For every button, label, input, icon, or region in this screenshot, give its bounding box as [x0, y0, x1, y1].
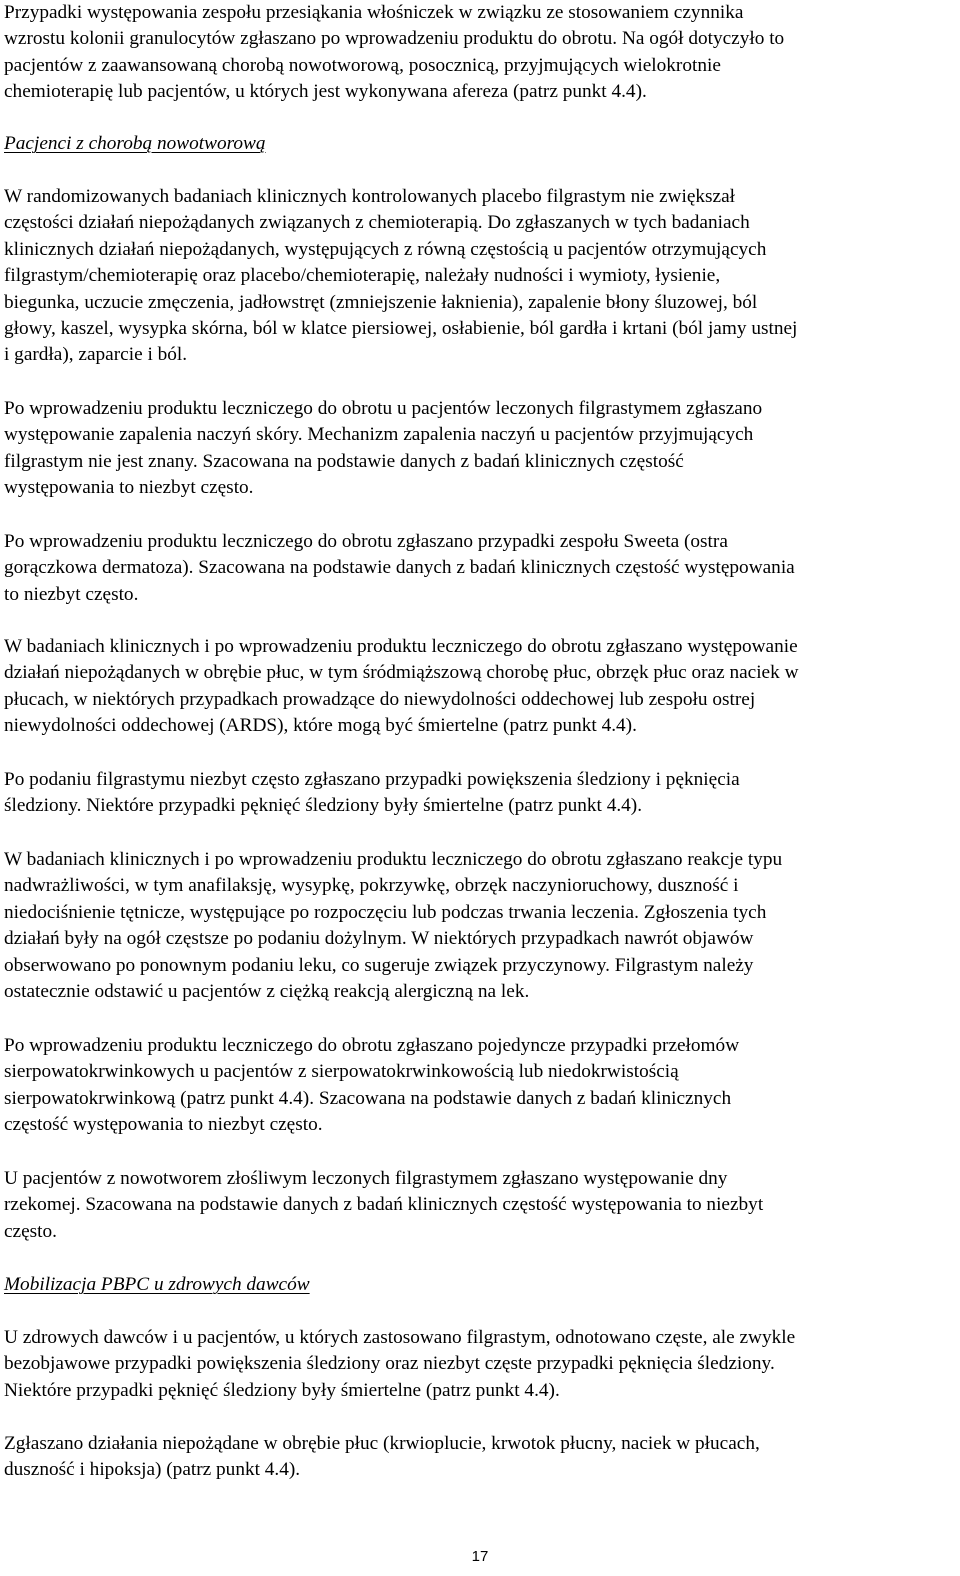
paragraph — [4, 1325, 795, 1404]
paragraph — [4, 396, 762, 502]
text-line: U pacjentów z nowotworem złośliwym leczonych filgrastymem zgłaszano występowanie dny — [4, 1168, 728, 1189]
heading-text: Pacjenci z chorobą nowotworową — [4, 133, 266, 154]
text-line: pacjentów z zaawansowaną chorobą nowotworową, posocznicą, przyjmujących wielokrotnie — [4, 54, 721, 76]
text-line: klinicznych działań niepożądanych, występujących z równą częstością u pacjentów otrzymujących — [4, 238, 767, 260]
text-line: działań były na ogół częstsze po podaniu dożylnym. W niektórych przypadkach nawrót objawów — [4, 928, 754, 950]
text-line: to niezbyt często. — [4, 583, 139, 605]
text-line: sierpowatokrwinkową (patrz punkt 4.4). Szacowana na podstawie danych z badań klinicznych — [4, 1087, 732, 1109]
paragraph — [4, 767, 740, 820]
paragraph — [4, 184, 797, 369]
text-line: sierpowatokrwinkowych u pacjentów z sierpowatokrwinkowością lub niedokrwistością — [4, 1061, 679, 1083]
text-line: Po podaniu filgrastymu niezbyt często zgłaszano przypadki powiększenia śledziony i pęknięcia — [4, 769, 740, 790]
text-line: częstości działań niepożądanych związanych z chemioterapią. Do zgłaszanych w tych badaniach — [4, 212, 750, 234]
paragraph — [4, 529, 795, 608]
text-line: Po wprowadzeniu produktu leczniczego do obrotu zgłaszano pojedyncze przypadki przełomów — [4, 1035, 740, 1056]
text-line: bezobjawowe przypadki powiększenia śledziony oraz niezbyt częste przypadki pęknięcia śledziony. — [4, 1353, 775, 1375]
text-line: rzekomej. Szacowana na podstawie danych z badań klinicznych częstość występowania to niezbyt — [4, 1194, 764, 1216]
text-line: Po wprowadzeniu produktu leczniczego do obrotu u pacjentów leczonych filgrastymem zgłaszano — [4, 398, 763, 419]
text-line: często. — [4, 1220, 57, 1242]
paragraph — [4, 1166, 763, 1245]
text-line: Zgłaszano działania niepożądane w obrębie płuc (krwioplucie, krwotok płucny, naciek w płucach, — [4, 1433, 760, 1454]
text-line: płucach, w niektórych przypadkach prowadzące do niewydolności oddechowej lub zespołu ostrej — [4, 688, 756, 710]
section-heading — [4, 1272, 310, 1298]
text-line: filgrastym/chemioterapię oraz placebo/chemioterapię, należały nudności i wymioty, łysienie, — [4, 265, 721, 287]
paragraph — [4, 1431, 760, 1484]
text-line: częstość występowania to niezbyt często. — [4, 1114, 323, 1136]
text-line: ostatecznie odstawić u pacjentów z ciężką reakcją alergiczną na lek. — [4, 981, 530, 1003]
text-line: niewydolności oddechowej (ARDS), które mogą być śmiertelne (patrz punkt 4.4). — [4, 715, 637, 737]
page-number: 17 — [471, 1548, 489, 1565]
text-line: nadwrażliwości, w tym anafilaksję, wysypkę, pokrzywkę, obrzęk naczynioruchowy, duszność i — [4, 875, 739, 897]
text-line: występowanie zapalenia naczyń skóry. Mechanizm zapalenia naczyń u pacjentów przyjmujących — [4, 424, 754, 446]
text-line: W badaniach klinicznych i po wprowadzeniu produktu leczniczego do obrotu zgłaszano występowanie — [4, 636, 798, 657]
text-line: wzrostu kolonii granulocytów zgłaszano po wprowadzeniu produktu do obrotu. Na ogół dotyczyło to — [4, 28, 785, 50]
heading-text: Mobilizacja PBPC u zdrowych dawców — [4, 1274, 310, 1295]
text-line: występowania to niezbyt często. — [4, 477, 254, 499]
text-line: działań niepożądanych w obrębie płuc, w tym śródmiąższową chorobę płuc, obrzęk płuc oraz naciek w — [4, 662, 799, 684]
paragraph — [4, 847, 782, 1005]
text-line: W badaniach klinicznych i po wprowadzeniu produktu leczniczego do obrotu zgłaszano reakcje typu — [4, 849, 783, 870]
paragraph — [4, 634, 799, 740]
text-line: Niektóre przypadki pęknięć śledziony były śmiertelne (patrz punkt 4.4). — [4, 1379, 560, 1401]
paragraph — [4, 1033, 739, 1139]
text-line: głowy, kaszel, wysypka skórna, ból w klatce piersiowej, osłabienie, ból gardła i krtani (ból jamy ustnej — [4, 318, 798, 340]
text-line: niedociśnienie tętnicze, występujące po rozpoczęciu lub podczas trwania leczenia. Zgłoszenia tych — [4, 901, 767, 923]
text-line: śledziony. Niektóre przypadki pęknięć śledziony były śmiertelne (patrz punkt 4.4). — [4, 795, 643, 817]
text-line: W randomizowanych badaniach klinicznych kontrolowanych placebo filgrastym nie zwiększał — [4, 186, 736, 207]
text-line: U zdrowych dawców i u pacjentów, u których zastosowano filgrastym, odnotowano częste, ale zwykle — [4, 1327, 796, 1348]
section-heading — [4, 131, 266, 157]
text-line: Po wprowadzeniu produktu leczniczego do obrotu zgłaszano przypadki zespołu Sweeta (ostra — [4, 531, 728, 552]
text-line: filgrastym nie jest znany. Szacowana na podstawie danych z badań klinicznych częstość — [4, 450, 684, 472]
text-line: chemioterapię lub pacjentów, u których jest wykonywana afereza (patrz punkt 4.4). — [4, 81, 647, 103]
text-line: gorączkowa dermatoza). Szacowana na podstawie danych z badań klinicznych częstość występowania — [4, 557, 795, 579]
paragraph — [4, 0, 784, 106]
text-line: Przypadki występowania zespołu przesiąkania włośniczek w związku ze stosowaniem czynnika — [4, 2, 744, 23]
text-line: duszność i hipoksja) (patrz punkt 4.4). — [4, 1459, 301, 1481]
text-line: i gardła), zaparcie i ból. — [4, 344, 188, 366]
text-line: obserwowano po ponownym podaniu leku, co sugeruje związek przyczynowy. Filgrastym należy — [4, 954, 754, 976]
text-line: biegunka, uczucie zmęczenia, jadłowstręt (zmniejszenie łaknienia), zapalenie błony śluzowej, ból — [4, 291, 758, 313]
